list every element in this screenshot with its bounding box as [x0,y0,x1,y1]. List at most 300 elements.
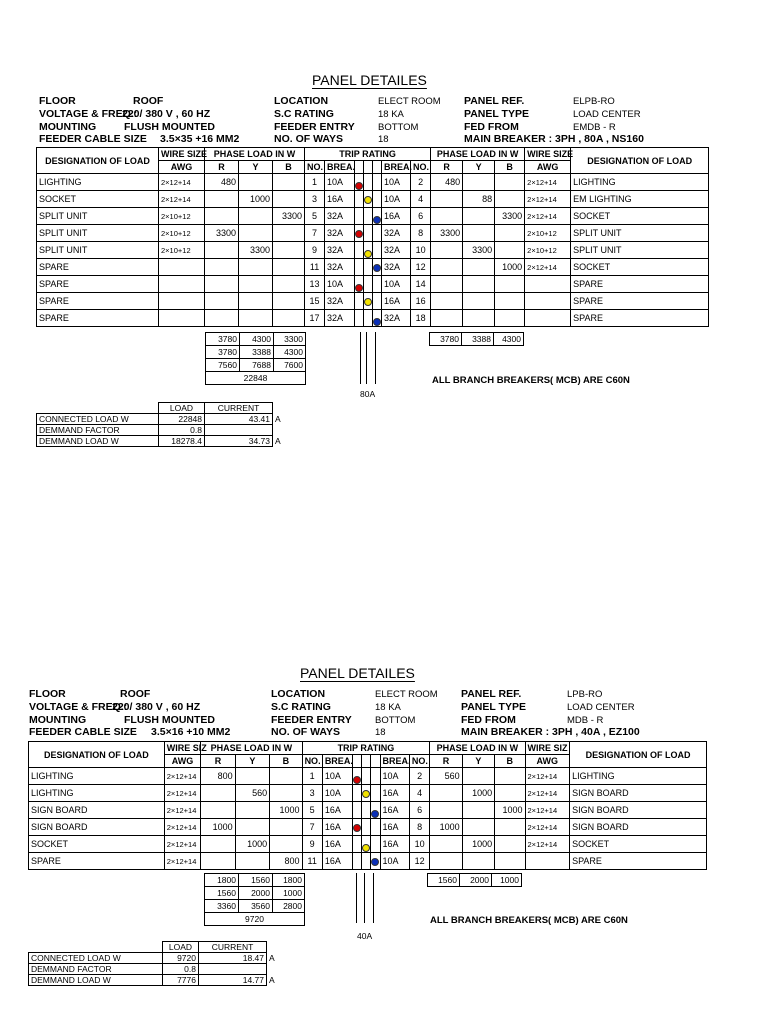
phase-r-left: 1000 [201,819,235,836]
phase-r-left [205,293,239,310]
phase-r-right [431,259,463,276]
totals-row [205,900,305,913]
current-unit: A [275,414,281,424]
mcb-note: ALL BRANCH BREAKERS( MCB) ARE C60N [430,915,628,926]
b-header: B [270,755,302,768]
demand-load-value: 7776 [163,975,199,986]
bus-bar-red [360,332,361,384]
bus-y-header [362,755,371,768]
wire-size-left: 2×12+14 [159,191,205,208]
designation-left: SPARE [37,259,159,276]
phase-r-right [431,208,463,225]
phase-blue-connection-dot [373,318,381,326]
totals-row [206,333,306,346]
phase-y-left: 1000 [235,836,269,853]
r-header: R [201,755,235,768]
bus-r-header [355,161,364,174]
table-row [29,768,707,785]
load-header: LOAD [159,403,205,414]
bus-bar-blue [373,259,382,276]
r-header: R [430,755,462,768]
wire-size-left: 2×10+12 [159,225,205,242]
totals-row [206,359,306,372]
sc-rating-label: S.C RATING [274,108,334,120]
location-label: LOCATION [271,688,326,700]
breaker-rating-right: 10A [382,191,411,208]
breaker-rating-left: 10A [322,768,352,785]
breaker-rating-left: 16A [322,802,352,819]
table-row [29,802,707,819]
phase-y-left [235,819,269,836]
demand-factor-value: 0.8 [163,964,199,975]
phase-y-right: 1000 [462,836,494,853]
bus-bar-blue [373,208,382,225]
circuit-no-left: 3 [305,191,325,208]
phase-total-b: 1000 [492,874,522,887]
bus-bar-blue [373,276,382,293]
wire-size-left [159,293,205,310]
voltage-label: VOLTAGE & FREQ.: [29,701,128,713]
panel-type-label: PANEL TYPE [464,108,529,120]
breaker-schedule-table [36,147,709,327]
phase-r-right: 560 [430,768,462,785]
bus-bar-blue [371,853,380,870]
breaker-rating-right: 16A [380,802,409,819]
main-breaker: MAIN BREAKER : 3PH , 80A , NS160 [464,133,644,145]
wire-size-left: 2×12+14 [164,836,200,853]
table-row [29,819,707,836]
no-header: NO. [302,755,322,768]
table-row [37,208,709,225]
bus-bar-red [355,174,364,191]
designation-header-left: DESIGNATION OF LOAD [29,742,165,768]
phase-b-right [495,276,525,293]
trip-rating-header: TRIP RATING [302,742,430,755]
bus-bar-yellow [364,276,373,293]
phase-y-right [463,225,495,242]
bus-bar-blue [375,332,376,384]
circuit-no-left: 15 [305,293,325,310]
bus-bar-yellow [364,174,373,191]
phase-load-header-right: PHASE LOAD IN W [431,148,525,161]
designation-left: SIGN BOARD [29,802,165,819]
phase-y-right [462,802,494,819]
grand-total: 9720 [205,913,305,926]
phase-b-left [273,191,305,208]
phase-red-connection-dot [355,284,363,292]
phase-b-right: 1000 [495,259,525,276]
bus-bar-red [355,259,364,276]
phase-blue-connection-dot [373,264,381,272]
bus-bar-blue [373,310,382,327]
circuit-no-right: 6 [409,802,429,819]
phase-y-right [462,768,494,785]
bus-bar-red [355,310,364,327]
bus-bar-yellow [362,768,371,785]
current-unit: A [269,953,275,963]
wire-size-right: 2×12+14 [525,768,570,785]
location-value: ELECT ROOM [375,689,438,700]
no-header: NO. [409,755,429,768]
wire-size-left: 2×12+14 [164,802,200,819]
designation-left: LIGHTING [29,768,165,785]
bus-bar-blue [373,873,374,923]
phase-b-left [273,293,305,310]
demand-load-label: DEMMAND LOAD W [37,436,159,447]
floor-label: FLOOR [39,95,76,107]
wire-size-right: 2×10+12 [525,242,571,259]
awg-header: AWG [159,161,205,174]
fed-from-value: MDB - R [567,715,604,726]
bus-bar-blue [371,819,380,836]
y-header: Y [462,755,494,768]
circuit-no-left: 5 [302,802,322,819]
bus-bar-yellow [362,853,371,870]
circuit-no-left: 9 [302,836,322,853]
breaker-rating-right: 10A [382,174,411,191]
sc-rating-label: S.C RATING [271,701,331,713]
awg-header: AWG [525,161,571,174]
bus-bar-blue [371,836,380,853]
bus-b-header [373,161,382,174]
designation-left: SPLIT UNIT [37,225,159,242]
bus-bar-yellow [364,208,373,225]
table-row [29,785,707,802]
brea-header: BREA. [322,755,352,768]
designation-right: SPARE [571,293,709,310]
phase-y-left: 1000 [239,191,273,208]
table-row [37,293,709,310]
fed-from-label: FED FROM [461,714,516,726]
demand-load-label: DEMMAND LOAD W [29,975,163,986]
main-breaker-rating: 80A [360,389,376,399]
phase-red-connection-dot [355,182,363,190]
wire-size-left [159,276,205,293]
phase-y-left: 3300 [239,242,273,259]
connected-load-label: CONNECTED LOAD W [29,953,163,964]
phase-b-left [270,836,302,853]
designation-left: LIGHTING [29,785,165,802]
bus-bar-red [355,242,364,259]
phase-b-left: 3300 [273,208,305,225]
wire-size-header-right: WIRE SIZE [525,148,571,161]
wire-size-header-right: WIRE SIZ [525,742,570,755]
circuit-no-left: 13 [305,276,325,293]
phase-y-right [462,853,494,870]
wire-size-left: 2×12+14 [164,819,200,836]
phase-y-left [235,853,269,870]
load-summary-table [28,941,279,986]
phase-b-right [495,242,525,259]
wire-size-right [525,293,571,310]
circuit-no-right: 12 [409,853,429,870]
phase-b-right [495,310,525,327]
bus-bar-yellow [364,242,373,259]
bus-bar-red [355,191,364,208]
breaker-rating-right: 16A [382,293,411,310]
phase-y-left [239,310,273,327]
table-row [29,853,707,870]
panel-ref-label: PANEL REF. [464,95,525,107]
breaker-rating-left: 16A [322,819,352,836]
demand-factor-value: 0.8 [159,425,205,436]
awg-header: AWG [525,755,570,768]
feeder-cable-value: 3.5×35 +16 MM2 [160,133,240,145]
phase-b-left [273,242,305,259]
table-row [37,225,709,242]
circuit-no-left: 7 [305,225,325,242]
floor-value: ROOF [120,688,151,700]
designation-header-right: DESIGNATION OF LOAD [571,148,709,174]
designation-right: SPLIT UNIT [571,242,709,259]
circuit-no-left: 11 [305,259,325,276]
phase-total-r: 1560 [428,874,460,887]
bus-bar-blue [373,174,382,191]
bus-bar-yellow [364,293,373,310]
connected-current-value: 43.41 [205,414,273,425]
phase-b-right [495,225,525,242]
designation-right: LIGHTING [570,768,707,785]
load-summary-table [36,402,281,447]
phase-r-left: 480 [205,174,239,191]
feeder-cable-label: FEEDER CABLE SIZE [29,726,137,738]
wire-size-left [159,259,205,276]
circuit-no-right: 2 [409,768,429,785]
phase-blue-connection-dot [371,810,379,818]
wire-size-left: 2×12+14 [159,174,205,191]
ways-label: NO. OF WAYS [274,133,344,145]
phase-r-left [201,802,235,819]
phase-yellow-connection-dot [364,298,372,306]
bus-bar-red [353,819,362,836]
b-header: B [495,755,525,768]
bus-bar-yellow [364,225,373,242]
designation-header-left: DESIGNATION OF LOAD [37,148,159,174]
wire-size-right: 2×12+14 [525,836,570,853]
brea-header: BREA. [382,161,411,174]
location-value: ELECT ROOM [378,96,441,107]
phase-yellow-connection-dot [364,250,372,258]
bus-bar-yellow [364,191,373,208]
phase-r-right [431,276,463,293]
breaker-rating-right: 16A [380,836,409,853]
bus-bar-red [353,768,362,785]
phase-b-left [273,259,305,276]
phase-r-right [431,242,463,259]
phase-totals-right [427,873,522,887]
breaker-rating-right: 10A [380,853,409,870]
phase-yellow-connection-dot [362,844,370,852]
phase-total-r: 7560 [206,359,240,372]
breaker-rating-right: 10A [382,276,411,293]
feeder-entry-value: BOTTOM [375,715,416,726]
circuit-no-right: 4 [409,785,429,802]
wire-size-right: 2×10+12 [525,225,571,242]
bus-bar-blue [373,225,382,242]
phase-load-header-left: PHASE LOAD IN W [201,742,302,755]
phase-r-right [430,802,462,819]
circuit-no-right: 12 [411,259,431,276]
circuit-no-left: 17 [305,310,325,327]
phase-y-left [239,293,273,310]
wire-size-right [525,310,571,327]
circuit-no-right: 6 [411,208,431,225]
panel-type-value: LOAD CENTER [573,109,641,120]
panel-ref-value: ELPB-RO [573,96,615,107]
bus-bar-red [353,836,362,853]
phase-red-connection-dot [353,824,361,832]
circuit-no-left: 11 [302,853,322,870]
designation-left: SIGN BOARD [29,819,165,836]
phase-total-r: 3780 [430,333,462,346]
breaker-rating-left: 10A [325,174,355,191]
circuit-no-left: 1 [302,768,322,785]
phase-b-right: 3300 [495,208,525,225]
bus-bar-red [356,873,357,923]
phase-totals-right [429,332,524,346]
r-header: R [205,161,239,174]
load-header: LOAD [163,942,199,953]
phase-b-right [495,768,525,785]
bus-bar-red [353,785,362,802]
connected-load-value: 9720 [163,953,199,964]
phase-total-y: 1560 [239,874,273,887]
phase-b-left [270,819,302,836]
circuit-no-right: 8 [409,819,429,836]
wire-size-left: 2×10+12 [159,208,205,225]
phase-b-left: 1000 [270,802,302,819]
y-header: Y [463,161,495,174]
current-unit: A [269,975,275,985]
awg-header: AWG [164,755,200,768]
location-label: LOCATION [274,95,329,107]
designation-right: SOCKET [571,259,709,276]
r-header: R [431,161,463,174]
b-header: B [273,161,305,174]
phase-y-right [463,208,495,225]
phase-total-y: 2000 [460,874,492,887]
wire-size-right [525,276,571,293]
circuit-no-right: 14 [411,276,431,293]
designation-left: SOCKET [29,836,165,853]
fed-from-value: EMDB - R [573,122,616,133]
phase-r-left [205,276,239,293]
phase-red-connection-dot [353,776,361,784]
demand-load-value: 18278.4 [159,436,205,447]
bus-bar-yellow [364,873,365,923]
phase-blue-connection-dot [371,858,379,866]
phase-r-right [430,785,462,802]
phase-total-y: 2000 [239,887,273,900]
breaker-rating-left: 10A [325,276,355,293]
designation-right: SPARE [571,276,709,293]
phase-total-b: 1000 [273,887,305,900]
phase-red-connection-dot [355,230,363,238]
phase-y-right [463,259,495,276]
breaker-rating-right: 32A [382,259,411,276]
wire-size-right: 2×12+14 [525,208,571,225]
phase-r-left: 800 [201,768,235,785]
wire-size-right: 2×12+14 [525,174,571,191]
phase-r-left [205,191,239,208]
wire-size-left: 2×12+14 [164,768,200,785]
circuit-no-left: 7 [302,819,322,836]
y-header: Y [235,755,269,768]
phase-b-right [495,785,525,802]
table-row [37,191,709,208]
bus-bar-red [355,208,364,225]
phase-b-right [495,836,525,853]
connected-load-label: CONNECTED LOAD W [37,414,159,425]
designation-right: SPARE [571,310,709,327]
phase-b-right [495,174,525,191]
breaker-rating-left: 10A [322,785,352,802]
circuit-no-left: 5 [305,208,325,225]
phase-b-left [270,768,302,785]
bus-bar-yellow [364,259,373,276]
phase-y-right: 88 [463,191,495,208]
phase-b-right: 1000 [495,802,525,819]
breaker-rating-left: 32A [325,208,355,225]
phase-y-right: 3300 [463,242,495,259]
breaker-rating-left: 16A [322,836,352,853]
bus-bar-yellow [364,310,373,327]
demand-current-value: 34.73 [205,436,273,447]
sc-rating-value: 18 KA [378,109,404,120]
circuit-no-right: 16 [411,293,431,310]
phase-yellow-connection-dot [362,790,370,798]
wire-size-right: 2×12+14 [525,819,570,836]
bus-bar-yellow [362,802,371,819]
designation-left: SPARE [37,276,159,293]
bus-bar-yellow [362,819,371,836]
bus-y-header [364,161,373,174]
mounting-label: MOUNTING [39,121,97,133]
phase-y-left [239,259,273,276]
mounting-label: MOUNTING [29,714,87,726]
phase-y-left [239,174,273,191]
bus-r-header [353,755,362,768]
current-unit: A [275,436,281,446]
phase-b-right [495,293,525,310]
phase-total-b: 2800 [273,900,305,913]
panel-title: PANEL DETAILES [300,665,415,681]
phase-totals-left [204,873,305,926]
current-header: CURRENT [205,403,273,414]
designation-right: LIGHTING [571,174,709,191]
breaker-rating-left: 32A [325,225,355,242]
designation-left: SPLIT UNIT [37,242,159,259]
feeder-entry-label: FEEDER ENTRY [271,714,352,726]
phase-blue-connection-dot [373,216,381,224]
phase-b-right [495,819,525,836]
feeder-cable-value: 3.5×16 +10 MM2 [151,726,231,738]
phase-y-right [463,276,495,293]
designation-left: SPARE [37,293,159,310]
circuit-no-left: 9 [305,242,325,259]
phase-r-right [430,853,462,870]
bus-bar-yellow [362,785,371,802]
phase-y-right [463,293,495,310]
phase-total-y: 3560 [239,900,273,913]
mcb-note: ALL BRANCH BREAKERS( MCB) ARE C60N [432,375,630,386]
circuit-no-right: 10 [411,242,431,259]
phase-b-right [495,853,525,870]
phase-b-left [273,225,305,242]
bus-bar-red [353,853,362,870]
designation-left: SPLIT UNIT [37,208,159,225]
brea-header: BREA. [380,755,409,768]
